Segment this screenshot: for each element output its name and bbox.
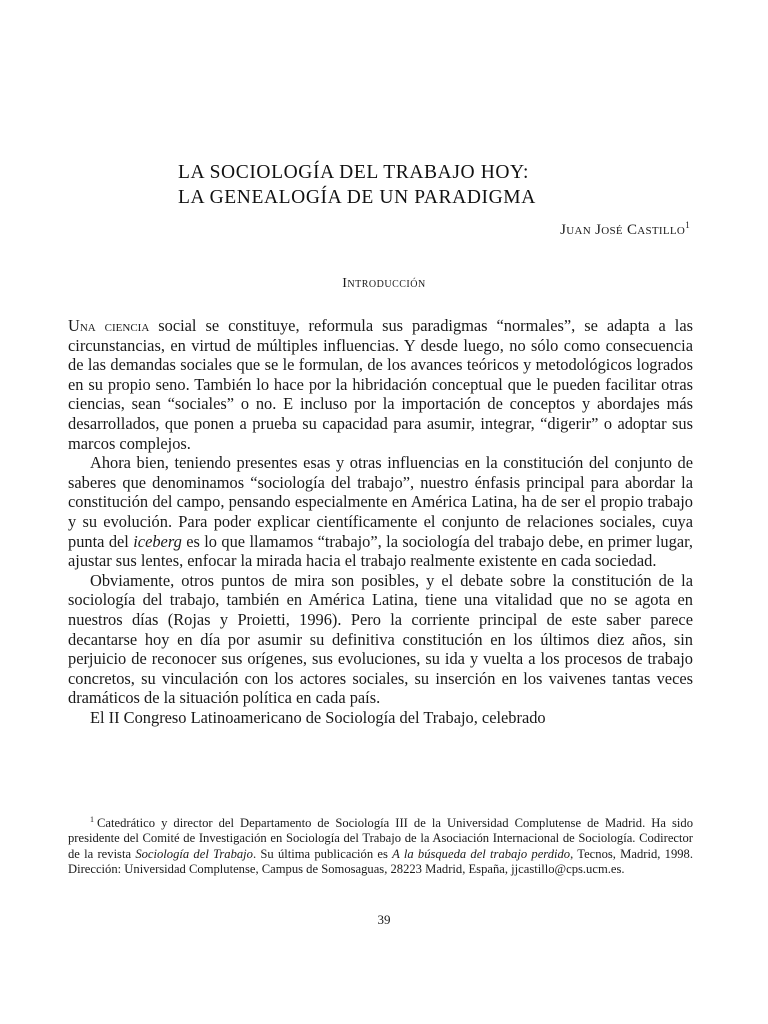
section-heading: Introducción	[342, 276, 426, 291]
footnote-text-a: Catedrático y director del Departamento de Sociología III de la Universidad Complutense de Madrid. Ha sido presidente del Comité de Investigación en Sociología del Trabajo de la Asociación Internacional de Sociología. Codirector de la revista	[68, 816, 693, 861]
paragraph-1-text: social se constituye, reformula sus paradigmas “normales”, se adapta a las circunstancias, en virtud de múltiples influencias. Y desde luego, no sólo como consecuencia de las demandas sociales que se le formulan, de los avances teóricos y metodológicos logrados en su propio seno. También lo hace por la hibridación conceptual que le pueden facilitar otras ciencias, sean “sociales” o no. E incluso por la importación de conceptos y abordajes más desarrollados, que ponen a prueba su capacidad para asumir, integrar, “digerir” o adoptar sus marcos complejos.	[68, 316, 693, 453]
footnote-text-b: . Su última publicación es	[252, 846, 393, 861]
author-name: Juan José Castillo	[560, 222, 686, 238]
author-footnote-mark: 1	[685, 220, 690, 230]
footnote	[68, 812, 693, 877]
paragraph-3: Obviamente, otros puntos de mira son posibles, y el debate sobre la constitución de la sociología del trabajo, también en América Latina, tiene una vitalidad que no se agota en nuestros días (Rojas y Proietti, 1996). Pero la corriente principal de este saber parece decantarse hoy en día por asumir su definitiva constitución en los últimos diez años, sin perjuicio de reconocer sus orígenes, sus evoluciones, su ida y vuelta a los procesos de trabajo concretos, su vinculación con los actores sociales, su inserción en los vaivenes tantas veces dramáticos de la situación política en cada país.	[68, 570, 693, 708]
footnote-text-c: , Tecnos, Madrid, 1998. Dirección: Universidad Complutense, Campus de Somosaguas, 28223 Madrid, España, jjcastillo@cps.ucm.es.	[68, 846, 693, 876]
body-text	[68, 316, 693, 727]
title-line-2: LA GENEALOGÍA DE UN PARADIGMA	[178, 187, 536, 208]
paragraph-2-italic: iceberg	[133, 531, 182, 551]
author-byline	[560, 220, 690, 239]
paragraph-2	[68, 453, 693, 571]
footnote-mark: 1	[90, 815, 94, 824]
footnote-journal: Sociología del Trabajo	[135, 846, 253, 861]
paragraph-4: El II Congreso Latinoamericano de Sociología del Trabajo, celebrado	[90, 707, 546, 727]
page-number: 39	[377, 912, 391, 927]
paragraph-2-text-a: Ahora bien, teniendo presentes esas y otras influencias en la constitución del conjunto de saberes que denominamos “sociología del trabajo”, nuestro énfasis principal para abordar la constitución del campo, pensando especialmente en América Latina, ha de ser el propio trabajo y su evolución. Para poder explicar científicamente el conjunto de relaciones sociales, cuya punta del	[68, 453, 693, 551]
footnote-book: A la búsqueda del trabajo perdido	[392, 846, 571, 861]
article-title	[178, 160, 698, 210]
paragraph-1-lead: Una ciencia	[68, 316, 150, 335]
paragraph-2-text-b: es lo que llamamos “trabajo”, la sociología del trabajo debe, en primer lugar, ajustar sus lentes, enfocar la mirada hacia el trabajo realmente existente en cada sociedad.	[68, 531, 693, 571]
title-line-1: LA SOCIOLOGÍA DEL TRABAJO HOY:	[178, 162, 529, 183]
paragraph-1	[68, 316, 693, 453]
